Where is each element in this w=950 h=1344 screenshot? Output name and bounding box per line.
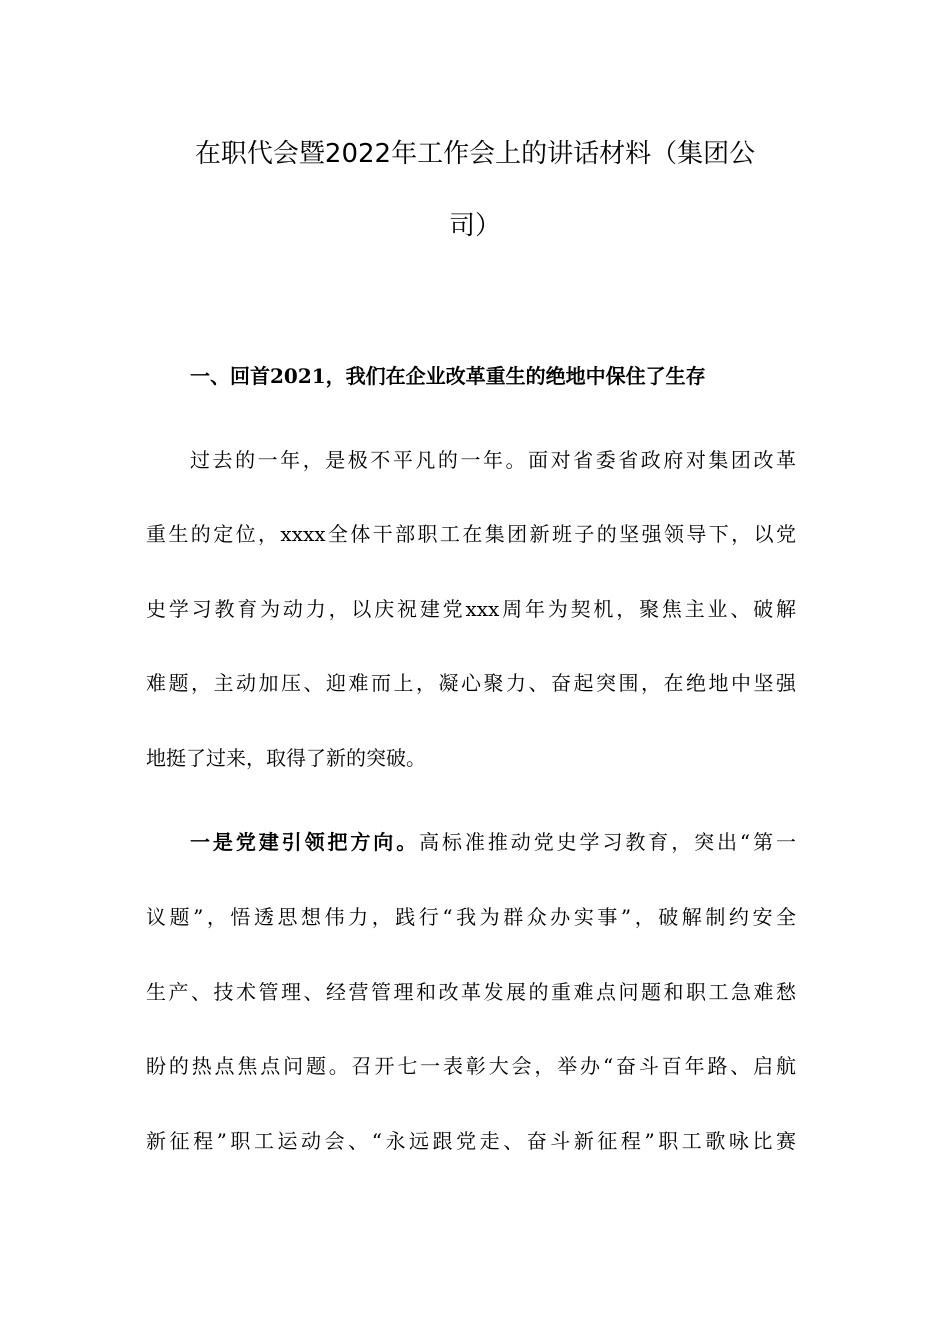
paragraph-line: 史学习教育为动力，以庆祝建党xxx周年为契机，聚焦主业、破解	[146, 597, 796, 621]
paragraph-line: 新征程”职工运动会、“永远跟党走、奋斗新征程”职工歌咏比赛	[146, 1129, 796, 1153]
paragraph-line: 难题，主动加压、迎难而上，凝心聚力、奋起突围，在绝地中坚强	[146, 671, 796, 695]
paragraph-line: 地挺了过来，取得了新的突破。	[146, 746, 426, 770]
paragraph-lead: 一是党建引领把方向。	[190, 830, 420, 854]
document-title-line-2: 司）	[448, 211, 501, 241]
section-heading: 一、回首2021，我们在企业改革重生的绝地中保住了生存	[190, 364, 706, 388]
document-title-line-1: 在职代会暨2022年工作会上的讲话材料（集团公	[194, 139, 756, 169]
paragraph-line	[190, 828, 796, 856]
paragraph-line: 重生的定位，xxxx全体干部职工在集团新班子的坚强领导下，以党	[146, 522, 796, 546]
paragraph-line: 议题”，悟透思想伟力，践行“我为群众办实事”，破解制约安全	[146, 905, 796, 929]
paragraph-line: 盼的热点焦点问题。召开七一表彰大会，举办“奋斗百年路、启航	[146, 1054, 796, 1078]
paragraph-text: 高标准推动党史学习教育，突出“第一	[419, 830, 796, 854]
paragraph-line: 过去的一年，是极不平凡的一年。面对省委省政府对集团改革	[190, 448, 796, 472]
paragraph-line: 生产、技术管理、经营管理和改革发展的重难点问题和职工急难愁	[146, 980, 796, 1004]
